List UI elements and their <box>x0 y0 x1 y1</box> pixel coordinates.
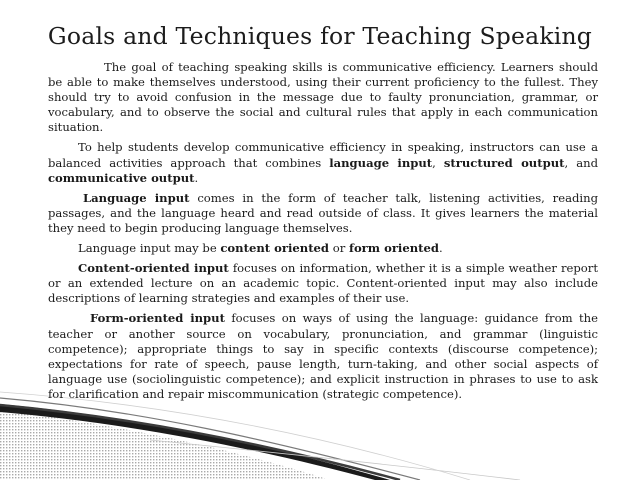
text-run: Language input may be <box>78 241 221 256</box>
term-language-input: language input <box>329 155 433 170</box>
paragraph-language-input <box>48 191 598 236</box>
text-run: or <box>329 241 349 256</box>
text-run: , <box>432 155 444 170</box>
text-run: . <box>194 170 199 185</box>
paragraph-content-oriented <box>48 261 598 306</box>
paragraph-approach <box>48 140 598 185</box>
term-content-oriented-input: Content-oriented input <box>78 261 229 276</box>
paragraph-text: The goal of teaching speaking skills is communicative efficiency. Learners should be able to make themselves understood, using their current proficiency to the fullest. They should try to avoid confusion in the message due to faulty pronunciation, grammar, or vocabulary, and to observe the social and cultural rules that apply in each communication situation. <box>48 60 598 135</box>
slide-title: Goals and Techniques for Teaching Speaking <box>47 22 593 50</box>
paragraph-goal <box>48 60 598 135</box>
text-run: To help students develop communicative efficiency in speaking, instructors can use a balanced activities approach that combines <box>48 140 598 170</box>
text-run: , and <box>564 155 598 170</box>
text-run: focuses on information, whether it is a simple weather report or an extended lecture on an academic topic. Content-oriented input may also include descriptions of learning strategies and examples of their use. <box>48 261 598 306</box>
term-content-oriented: content oriented <box>220 241 330 256</box>
term-form-oriented: form oriented <box>348 241 439 256</box>
text-run: . <box>438 241 443 256</box>
paragraph-form-oriented <box>48 311 598 402</box>
paragraph-input-types <box>48 241 598 256</box>
term-communicative-output: communicative output <box>48 170 195 185</box>
slide-body <box>48 60 598 407</box>
term-structured-output: structured output <box>443 155 565 170</box>
text-run: comes in the form of teacher talk, listening activities, reading passages, and the language heard and read outside of class. It gives learners the material they need to begin producing language themselves. <box>48 190 598 235</box>
term-language-input: Language input <box>83 190 190 205</box>
text-run: focuses on ways of using the language: guidance from the teacher or another source on vocabulary, pronunciation, and grammar (linguistic competence); appropriate things to say in specific contexts (discourse competence); expectations for rate of speech, pause length, turn-taking, and other social aspects of language use (sociolinguistic competence); and explicit instruction in phrases to use to ask for clarification and repair miscommunication (strategic competence). <box>48 311 598 401</box>
term-form-oriented-input: Form-oriented input <box>90 311 225 326</box>
